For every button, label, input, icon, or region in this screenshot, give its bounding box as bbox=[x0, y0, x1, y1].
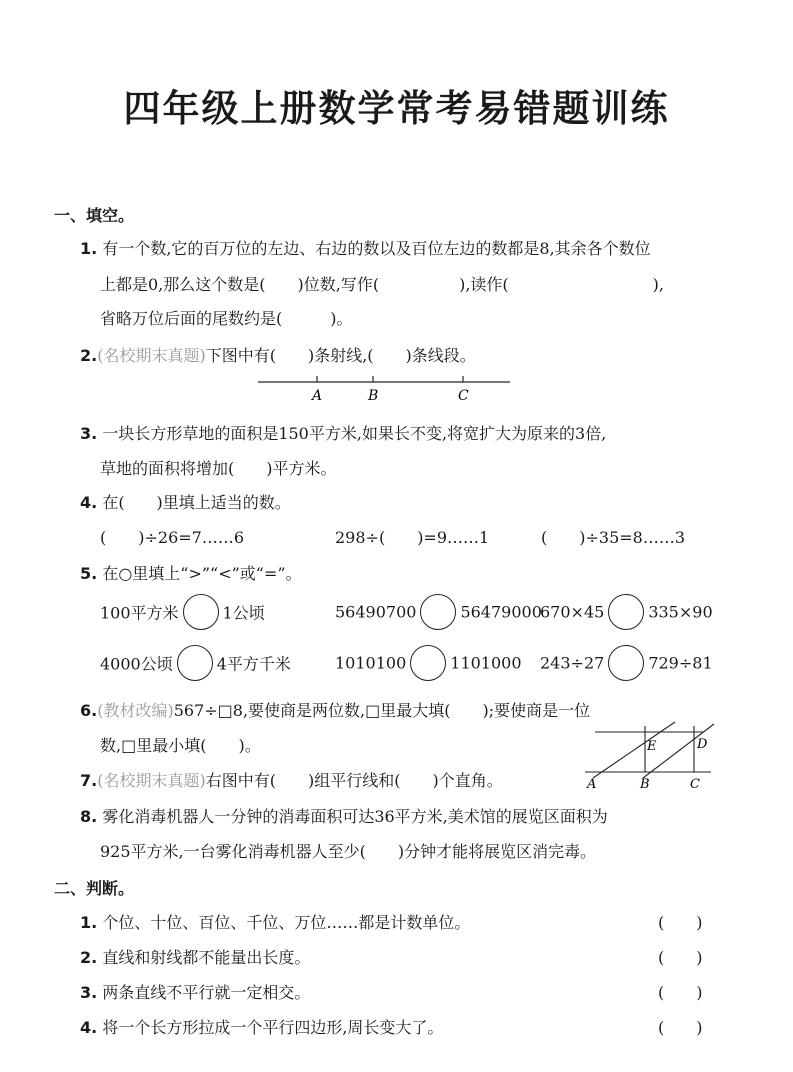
answer-circle[interactable] bbox=[608, 645, 644, 681]
compare-right: 1101000 bbox=[450, 653, 522, 673]
answer-blank[interactable]: ( ) bbox=[658, 913, 703, 932]
judge-item bbox=[80, 945, 310, 968]
compare-left: 4000公顷 bbox=[100, 654, 173, 674]
question-number: 2. bbox=[80, 948, 98, 967]
q4-item-1: ( )÷26=7……6 bbox=[100, 528, 245, 547]
parallel-lines-figure bbox=[583, 720, 718, 792]
compare-right: 729÷81 bbox=[648, 653, 713, 673]
question-number: 5. bbox=[80, 564, 98, 583]
question-text: 有一个数,它的百万位的左边、右边的数以及百位左边的数都是8,其余各个数位 bbox=[102, 239, 651, 258]
question-text: 将一个长方形拉成一个平行四边形,周长变大了。 bbox=[102, 1018, 444, 1037]
question-5 bbox=[80, 561, 302, 584]
compare-item bbox=[335, 594, 542, 630]
page-title: 四年级上册数学常考易错题训练 bbox=[123, 87, 670, 130]
question-number: 2. bbox=[80, 346, 98, 365]
question-1-line-1 bbox=[80, 236, 651, 259]
judge-item bbox=[80, 980, 310, 1003]
point-label-c: C bbox=[690, 777, 700, 792]
question-2 bbox=[80, 343, 476, 366]
question-8-line-2: 925平方米,一台雾化消毒机器人至少( )分钟才能将展览区消完毒。 bbox=[100, 842, 597, 861]
point-label-a: A bbox=[312, 388, 323, 404]
slant-line-1 bbox=[593, 722, 675, 778]
section-heading-judgement: 二、判断。 bbox=[54, 879, 135, 898]
compare-left: 56490700 bbox=[335, 602, 417, 622]
question-6-line-2: 数,□里最小填( )。 bbox=[100, 736, 261, 755]
compare-right: 56479000 bbox=[460, 602, 542, 622]
question-number: 6. bbox=[80, 701, 98, 720]
question-number: 3. bbox=[80, 983, 98, 1002]
question-text: 下图中有( )条射线,( )条线段。 bbox=[205, 346, 476, 365]
compare-left: 1010100 bbox=[335, 653, 407, 673]
compare-right: 4平方千米 bbox=[216, 654, 291, 674]
source-tag: (教材改编) bbox=[97, 701, 174, 720]
point-label-a: A bbox=[587, 777, 597, 792]
ray-line-figure bbox=[255, 370, 515, 404]
compare-right: 1公顷 bbox=[222, 603, 265, 623]
question-text: 在○里填上“>”“<”或“=”。 bbox=[102, 564, 302, 583]
question-3-line-2: 草地的面积将增加( )平方米。 bbox=[100, 459, 337, 478]
question-6-line-1 bbox=[80, 698, 590, 721]
compare-item bbox=[100, 645, 291, 681]
compare-item bbox=[335, 645, 522, 681]
question-7 bbox=[80, 768, 503, 791]
judge-item bbox=[80, 1015, 443, 1038]
question-1-line-3: 省略万位后面的尾数约是( )。 bbox=[100, 309, 353, 328]
answer-circle[interactable] bbox=[183, 594, 219, 630]
compare-left: 670×45 bbox=[540, 602, 605, 622]
q4-item-3: ( )÷35=8……3 bbox=[541, 528, 686, 547]
question-text: 一块长方形草地的面积是150平方米,如果长不变,将宽扩大为原来的3倍, bbox=[102, 424, 607, 443]
question-number: 1. bbox=[80, 913, 98, 932]
source-tag: (名校期末真题) bbox=[97, 346, 206, 365]
compare-right: 335×90 bbox=[648, 602, 713, 622]
answer-circle[interactable] bbox=[177, 645, 213, 681]
question-text: 雾化消毒机器人一分钟的消毒面积可达36平方米,美术馆的展览区面积为 bbox=[102, 807, 608, 826]
question-number: 3. bbox=[80, 424, 98, 443]
point-label-d: D bbox=[697, 737, 708, 752]
answer-blank[interactable]: ( ) bbox=[658, 983, 703, 1002]
judge-item bbox=[80, 910, 470, 933]
question-8-line-1 bbox=[80, 804, 608, 827]
question-number: 8. bbox=[80, 807, 98, 826]
question-text: 两条直线不平行就一定相交。 bbox=[102, 983, 311, 1002]
source-tag: (名校期末真题) bbox=[97, 771, 206, 790]
point-label-b: B bbox=[368, 388, 379, 404]
question-number: 4. bbox=[80, 493, 98, 512]
compare-item bbox=[540, 594, 713, 630]
question-text: 右图中有( )组平行线和( )个直角。 bbox=[205, 771, 503, 790]
question-number: 7. bbox=[80, 771, 98, 790]
compare-left: 100平方米 bbox=[100, 603, 179, 623]
point-label-e: E bbox=[647, 739, 657, 754]
point-label-b: B bbox=[640, 777, 650, 792]
question-number: 1. bbox=[80, 239, 98, 258]
question-text: 个位、十位、百位、千位、万位……都是计数单位。 bbox=[102, 913, 471, 932]
question-text: 直线和射线都不能量出长度。 bbox=[102, 948, 311, 967]
compare-item bbox=[100, 594, 265, 630]
question-1-line-2: 上都是0,那么这个数是( )位数,写作( ),读作( ), bbox=[100, 275, 664, 294]
compare-left: 243÷27 bbox=[540, 653, 605, 673]
answer-blank[interactable]: ( ) bbox=[658, 1018, 703, 1037]
answer-circle[interactable] bbox=[410, 645, 446, 681]
question-4 bbox=[80, 490, 291, 513]
section-heading-fill-blank: 一、填空。 bbox=[54, 206, 135, 225]
question-text: 在( )里填上适当的数。 bbox=[102, 493, 291, 512]
question-3-line-1 bbox=[80, 421, 606, 444]
answer-circle[interactable] bbox=[420, 594, 456, 630]
question-number: 4. bbox=[80, 1018, 98, 1037]
point-label-c: C bbox=[458, 388, 469, 404]
q4-item-2: 298÷( )=9……1 bbox=[335, 528, 490, 547]
compare-item bbox=[540, 645, 713, 681]
question-text: 567÷□8,要使商是两位数,□里最大填( );要使商是一位 bbox=[173, 701, 591, 720]
answer-blank[interactable]: ( ) bbox=[658, 948, 703, 967]
answer-circle[interactable] bbox=[608, 594, 644, 630]
